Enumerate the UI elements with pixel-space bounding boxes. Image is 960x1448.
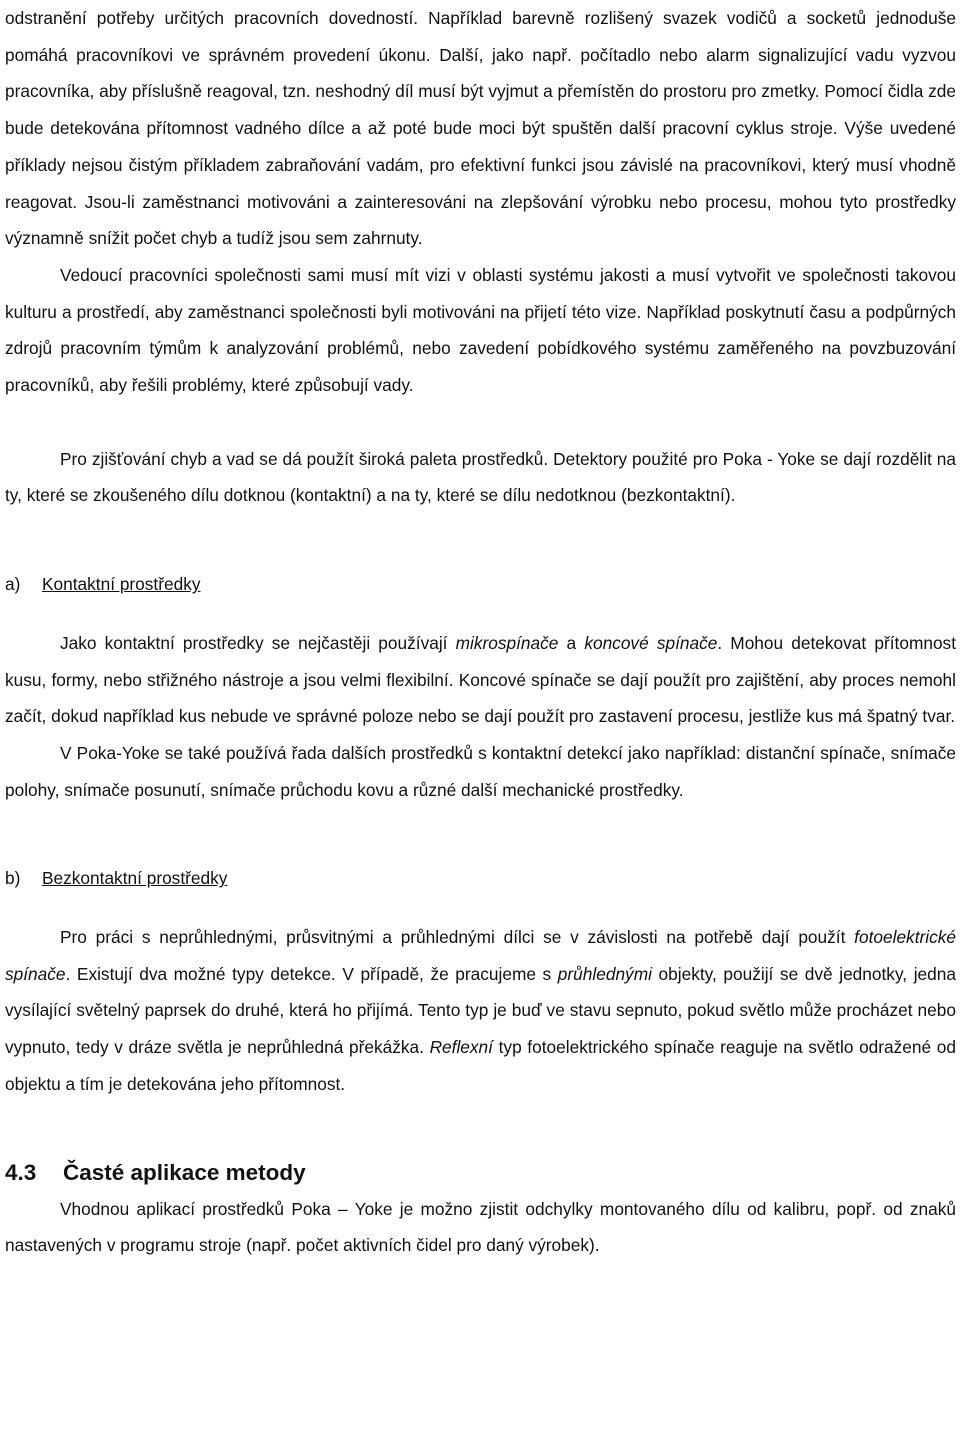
- spacer: [5, 404, 956, 441]
- paragraph-contact-switches: [5, 625, 956, 735]
- subheading-title: Kontaktní prostředky: [42, 574, 201, 595]
- subheading-contact-devices: [5, 566, 956, 603]
- subheading-letter: a): [5, 574, 21, 595]
- paragraph-intro-continued: odstranění potřeby určitých pracovních dovedností. Například barevně rozlišený svazek vodičů a socketů jednoduše pomáhá pracovníkovi ve správném provedení úkonu. Další, jako např. počítadlo nebo alarm signalizující vadu vyzvou pracovníka, aby příslušně reagoval, tzn. neshodný díl musí být vyjmut a přemístěn do prostoru pro zmetky. Pomocí čidla zde bude detekována přítomnost vadného dílce a až poté bude moci být spuštěn další pracovní cyklus stroje. Výše uvedené příklady nejsou čistým příkladem zabraňování vadám, pro efektivní funkci jsou závislé na pracovníkovi, který musí vhodně reagovat. Jsou-li zaměstnanci motivováni a zainteresováni na zlepšování výrobku nebo procesu, mohou tyto prostředky významně snížit počet chyb a tudíž jsou sem zahrnuty.: [5, 8, 956, 249]
- emphasis-term: fotoelektrické spínače: [5, 927, 956, 984]
- section-heading-common-applications: [5, 1155, 956, 1191]
- spacer: [5, 897, 956, 919]
- subheading-letter: b): [5, 868, 21, 889]
- paragraph-management-vision: Vedoucí pracovníci společnosti sami musí mít vizi v oblasti systému jakosti a musí vytvořit ve společnosti takovou kulturu a prostředí, aby zaměstnanci společnosti byli motivováni na přijetí této vize. Například poskytnutí času a podpůrných zdrojů pracovním týmům k analyzování problémů, nebo zavedení pobídkového systému zaměřeného na povzbuzování pracovníků, aby řešili problémy, které způsobují vady.: [5, 264, 956, 396]
- spacer: [5, 603, 956, 625]
- spacer: [5, 808, 956, 860]
- subheading-contactless-devices: [5, 860, 956, 897]
- text-run: a: [558, 632, 585, 653]
- text-run: typ fotoelektrického spínače reaguje na světlo odražené od objektu a tím je detekována jeho přítomnost.: [5, 1037, 956, 1094]
- paragraph-contact-other-devices: V Poka-Yoke se také používá řada dalších prostředků s kontaktní detekcí jako například: distanční spínače, snímače polohy, snímače posunutí, snímače průchodu kovu a různé další mechanické prostředky.: [5, 742, 956, 800]
- section-number: 4.3: [5, 1159, 37, 1185]
- emphasis-term: koncové spínače: [584, 632, 718, 653]
- text-run: Jako kontaktní prostředky se nejčastěji používají: [60, 632, 456, 653]
- text-run: . Existují dva možné typy detekce. V případě, že pracujeme s: [65, 963, 558, 984]
- paragraph-detector-types: Pro zjišťování chyb a vad se dá použít široká paleta prostředků. Detektory použité pro Poka - Yoke se dají rozdělit na ty, které se zkoušeného dílu dotknou (kontaktní) a na ty, které se dílu nedotknou (bezkontaktní).: [5, 448, 956, 506]
- text-run: . Mohou detekovat přítomnost kusu, formy, nebo střižného nástroje a jsou velmi flexibilní. Koncové spínače se dají použít pro zajištění, aby proces nemohl začít, dokud například kus nebude ve správné poloze nebo se dají použít pro zastavení procesu, jestliže kus má špatný tvar.: [5, 632, 957, 727]
- emphasis-term: průhlednými: [557, 963, 652, 984]
- spacer: [5, 1103, 956, 1155]
- spacer: [5, 514, 956, 566]
- text-run: objekty, použijí se dvě jednotky, jedna vysílající světelný paprsek do druhé, která ho přijímá. Tento typ je buď ve stavu sepnuto, pokud světlo může procházet nebo vypnuto, tedy v dráze světla je neprůhledná překážka.: [5, 963, 956, 1058]
- text-run: Pro práci s neprůhlednými, průsvitnými a průhlednými dílci se v závislosti na potřebě dají použít: [60, 927, 855, 948]
- section-title: Časté aplikace metody: [63, 1159, 306, 1185]
- emphasis-term: Reflexní: [429, 1037, 493, 1058]
- paragraph-applications: Vhodnou aplikací prostředků Poka – Yoke je možno zjistit odchylky montovaného dílu od kalibru, popř. od znaků nastavených v programu stroje (např. počet aktivních čidel pro daný výrobek).: [5, 1198, 956, 1256]
- subheading-title: Bezkontaktní prostředky: [42, 868, 228, 889]
- document-page: [5, 0, 956, 1264]
- emphasis-term: mikrospínače: [455, 632, 559, 653]
- paragraph-photoelectric-switches: [5, 919, 956, 1103]
